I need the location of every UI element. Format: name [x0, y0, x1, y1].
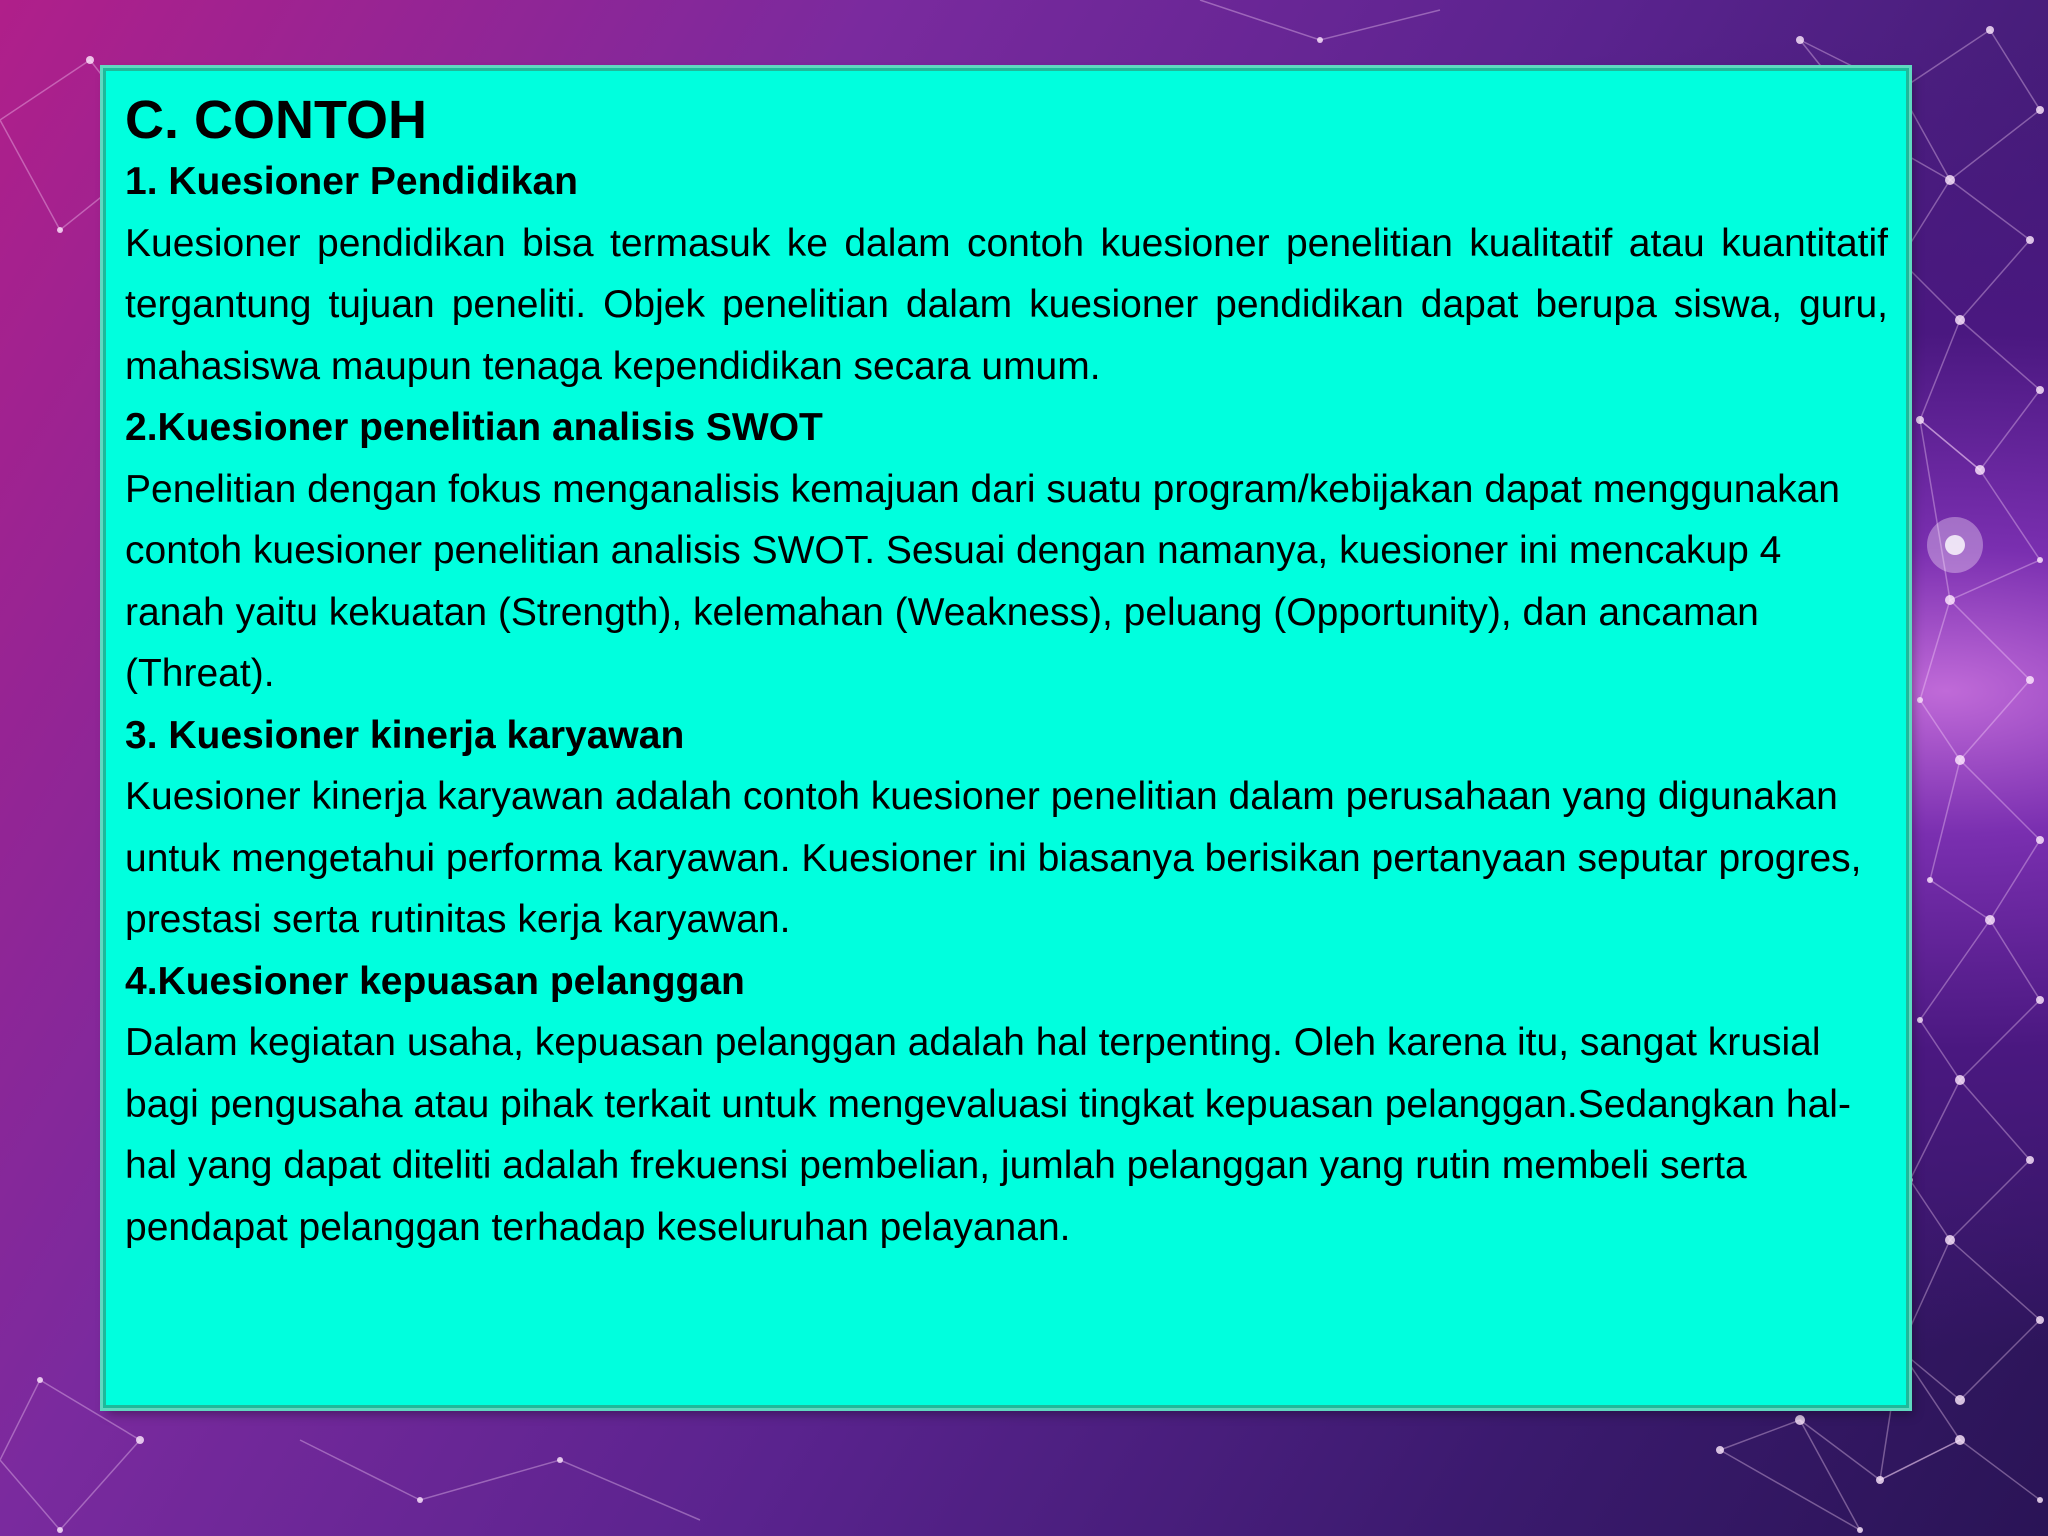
slide-title: C. CONTOH — [125, 90, 428, 150]
section-heading: 1. Kuesioner Pendidikan — [125, 160, 578, 203]
section-kepuasan-pelanggan — [125, 951, 1888, 1259]
section-body: Kuesioner pendidikan bisa termasuk ke dalam contoh kuesioner penelitian kualitatif atau kuantitatif tergantung tujuan peneliti. Objek penelitian dalam kuesioner pendidikan dapat berupa siswa, guru, mahasiswa maupun tenaga kependidikan secara umum. — [125, 221, 1888, 388]
section-swot — [125, 397, 1888, 705]
content-box — [103, 68, 1909, 1408]
section-body: Kuesioner kinerja karyawan adalah contoh kuesioner penelitian dalam perusahaan yang digunakan untuk mengetahui performa karyawan. Kuesioner ini biasanya berisikan pertanyaan seputar progres, prestasi serta rutinitas kerja karyawan. — [125, 775, 1862, 941]
section-pendidikan — [125, 151, 1888, 397]
section-kinerja-karyawan — [125, 705, 1888, 951]
section-heading: 4.Kuesioner kepuasan pelanggan — [125, 959, 745, 1003]
section-body: Penelitian dengan fokus menganalisis kemajuan dari suatu program/kebijakan dapat menggunakan contoh kuesioner penelitian analisis SWOT. Sesuai dengan namanya, kuesioner ini mencakup 4 ranah yaitu kekuatan (Strength), kelemahan (Weakness), peluang (Opportunity), dan ancaman (Threat). — [125, 467, 1840, 695]
section-heading: 3. Kuesioner kinerja karyawan — [125, 713, 685, 757]
section-body: Dalam kegiatan usaha, kepuasan pelanggan adalah hal terpenting. Oleh karena itu, sangat krusial bagi pengusaha atau pihak terkait untuk mengevaluasi tingkat kepuasan pelanggan.Sedangkan hal-hal yang dapat diteliti adalah frekuensi pembelian, jumlah pelanggan yang rutin membeli serta pendapat pelanggan terhadap keseluruhan pelayanan. — [125, 1021, 1851, 1249]
section-heading: 2.Kuesioner penelitian analisis SWOT — [125, 406, 823, 449]
